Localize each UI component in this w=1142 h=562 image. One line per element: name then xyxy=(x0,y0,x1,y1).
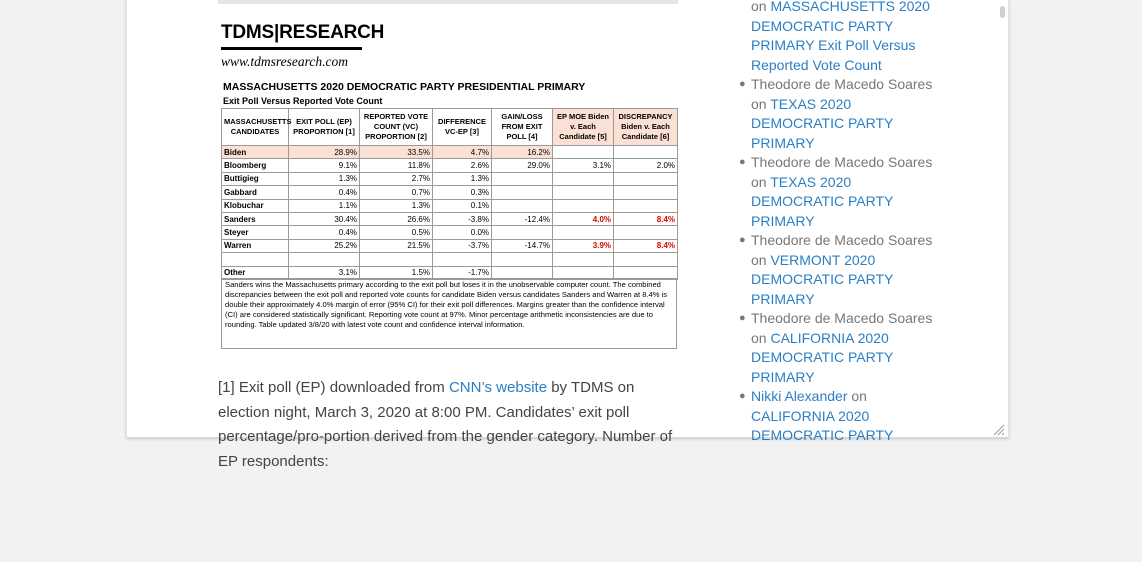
comment-post-link[interactable]: MASSACHUSETTS 2020 DEMOCRATIC PARTY PRIMARY Exit Poll Versus Reported Vote Count xyxy=(751,0,930,73)
table-cell: 0.5% xyxy=(360,226,433,239)
candidate-cell: Steyer xyxy=(222,226,289,239)
comment-on-label: on xyxy=(751,95,771,112)
table-cell xyxy=(492,186,553,199)
table-cell xyxy=(614,186,678,199)
table-row xyxy=(222,172,678,185)
table-cell: -3.7% xyxy=(433,239,492,252)
table-row xyxy=(222,199,678,212)
table-cell: 0.0% xyxy=(433,226,492,239)
table-cell: 29.0% xyxy=(492,159,553,172)
table-cell xyxy=(289,253,360,266)
candidate-cell: Biden xyxy=(222,146,289,159)
table-row xyxy=(222,226,678,239)
candidate-cell: Other xyxy=(222,266,289,279)
table-cell xyxy=(492,199,553,212)
bullet-icon: ● xyxy=(739,234,746,246)
table-cell: 3.1% xyxy=(289,266,360,279)
bullet-icon: ● xyxy=(739,390,746,402)
table-cell xyxy=(553,186,614,199)
table-header-cell: EXIT POLL (EP) PROPORTION [1] xyxy=(289,109,360,146)
table-cell: 2.6% xyxy=(433,159,492,172)
table-cell: 1.3% xyxy=(289,172,360,185)
table-header-cell: DIFFERENCE VC-EP [3] xyxy=(433,109,492,146)
comment-post-link[interactable]: VERMONT 2020 DEMOCRATIC PARTY PRIMARY xyxy=(751,251,894,307)
table-cell: 0.4% xyxy=(289,186,360,199)
table-cell: 25.2% xyxy=(289,239,360,252)
bullet-icon: ● xyxy=(739,312,746,324)
recent-comments-widget xyxy=(739,0,939,446)
table-cell: 26.6% xyxy=(360,212,433,225)
comment-post-link[interactable]: CALIFORNIA 2020 DEMOCRATIC PARTY xyxy=(751,407,894,443)
figure-title: MASSACHUSETTS 2020 DEMOCRATIC PARTY PRESIDENTIAL PRIMARY xyxy=(223,81,586,93)
table-cell xyxy=(553,253,614,266)
table-cell: 0.3% xyxy=(433,186,492,199)
footnote-paragraph xyxy=(218,376,688,474)
comment-on-label: on xyxy=(847,388,867,404)
recent-comment-item xyxy=(739,153,939,231)
results-table xyxy=(221,108,678,280)
table-cell: -12.4% xyxy=(492,212,553,225)
resize-handle-icon[interactable] xyxy=(992,423,1005,436)
table-cell: 4.7% xyxy=(433,146,492,159)
table-header-cell: GAIN/LOSS FROM EXIT POLL [4] xyxy=(492,109,553,146)
table-header-cell: EP MOE Biden v. Each Candidate [5] xyxy=(553,109,614,146)
table-row xyxy=(222,239,678,252)
recent-comment-item xyxy=(739,231,939,309)
comment-on-label: on xyxy=(751,0,771,14)
table-cell: 1.3% xyxy=(433,172,492,185)
table-cell xyxy=(492,172,553,185)
candidate-cell: Sanders xyxy=(222,212,289,225)
candidate-cell: Klobuchar xyxy=(222,199,289,212)
table-row xyxy=(222,146,678,159)
recent-comment-partial xyxy=(739,0,939,75)
comment-post-link[interactable]: TEXAS 2020 DEMOCRATIC PARTY PRIMARY xyxy=(751,173,894,229)
table-cell xyxy=(614,253,678,266)
table-cell: 8.4% xyxy=(614,212,678,225)
table-cell xyxy=(614,172,678,185)
comment-post-link[interactable]: TEXAS 2020 DEMOCRATIC PARTY PRIMARY xyxy=(751,95,894,151)
paragraph-text-end: by TDMS on election night, March 3, 2020 at 8:00 PM. Candidates’ exit poll percentage/pro-portion derived from the gender category. Number of EP respondents: xyxy=(218,379,673,470)
table-cell xyxy=(614,199,678,212)
table-cell: 1.5% xyxy=(360,266,433,279)
table-cell xyxy=(553,146,614,159)
paragraph-text-start: [1] Exit poll (EP) downloaded from xyxy=(218,379,449,396)
table-footnote: Sanders wins the Massachusetts primary according to the exit poll but loses it in the unobservable computer count. The combined discrepancies between the exit poll and reported vote counts for candidate Biden versus candidates Sanders and Warren at 8.4% is double their approximately 4.0% margin of error (95% CI) for their exit poll differences. Margins greater than the confidence interval (CI) are considered statistically significant. Reporting vote count at 97%. Minor percentage arithmetic inconsistencies are due to rounding. Table updated 3/8/20 with latest vote count and confidence interval information. xyxy=(221,278,677,349)
comment-on-label: on xyxy=(751,329,771,346)
image-top-border xyxy=(218,0,678,4)
table-cell xyxy=(614,146,678,159)
table-cell: 0.4% xyxy=(289,226,360,239)
candidate-cell: Warren xyxy=(222,239,289,252)
scrollbar-thumb[interactable] xyxy=(1000,6,1005,18)
content-frame xyxy=(126,0,1009,470)
comment-author[interactable]: Nikki Alexander xyxy=(751,388,848,404)
table-cell: 21.5% xyxy=(360,239,433,252)
table-cell: 33.5% xyxy=(360,146,433,159)
comment-on-label: on xyxy=(751,173,771,190)
table-cell: 9.1% xyxy=(289,159,360,172)
bullet-icon: ● xyxy=(739,156,746,168)
table-row xyxy=(222,186,678,199)
recent-comment-item xyxy=(739,309,939,387)
table-cell xyxy=(360,253,433,266)
table-cell: 30.4% xyxy=(289,212,360,225)
table-row xyxy=(222,159,678,172)
table-cell: -3.8% xyxy=(433,212,492,225)
table-header-row xyxy=(222,109,678,146)
table-cell: 16.2% xyxy=(492,146,553,159)
table-cell: 2.7% xyxy=(360,172,433,185)
table-header-cell: DISCREPANCY Biden v. Each Candidate [6] xyxy=(614,109,678,146)
table-cell: 3.1% xyxy=(553,159,614,172)
table-row xyxy=(222,212,678,225)
table-header-cell: REPORTED VOTE COUNT (VC) PROPORTION [2] xyxy=(360,109,433,146)
candidate-cell: Buttigieg xyxy=(222,172,289,185)
table-cell xyxy=(553,172,614,185)
table-cell xyxy=(492,226,553,239)
table-cell: 11.8% xyxy=(360,159,433,172)
table-cell: 28.9% xyxy=(289,146,360,159)
comment-post-link[interactable]: CALIFORNIA 2020 DEMOCRATIC PARTY PRIMARY xyxy=(751,329,894,385)
comment-author: Theodore de Macedo Soares xyxy=(751,232,933,248)
table-cell: 1.3% xyxy=(360,199,433,212)
table-row xyxy=(222,253,678,266)
table-header-cell: MASSACHUSETTS CANDIDATES xyxy=(222,109,289,146)
table-cell: 2.0% xyxy=(614,159,678,172)
table-cell: -1.7% xyxy=(433,266,492,279)
exit-poll-table-image xyxy=(218,20,678,353)
figure-url: www.tdmsresearch.com xyxy=(221,54,348,69)
candidate-cell: Bloomberg xyxy=(222,159,289,172)
figure-subtitle: Exit Poll Versus Reported Vote Count xyxy=(223,96,383,106)
cnn-website-link[interactable]: CNN’s website xyxy=(448,379,548,396)
table-cell: 0.1% xyxy=(433,199,492,212)
table-cell: 1.1% xyxy=(289,199,360,212)
table-cell: -14.7% xyxy=(492,239,553,252)
comment-author: Theodore de Macedo Soares xyxy=(751,310,933,326)
logo-underline xyxy=(221,47,362,50)
table-cell: 8.4% xyxy=(614,239,678,252)
comment-author: Theodore de Macedo Soares xyxy=(751,154,933,170)
candidate-cell: Gabbard xyxy=(222,186,289,199)
table-cell: 4.0% xyxy=(553,212,614,225)
table-cell: 0.7% xyxy=(360,186,433,199)
comment-on-label: on xyxy=(751,251,771,268)
table-cell xyxy=(433,253,492,266)
recent-comment-item xyxy=(739,75,939,153)
recent-comments-list xyxy=(739,75,939,446)
table-cell xyxy=(614,226,678,239)
recent-comment-item xyxy=(739,387,939,446)
comment-author: Theodore de Macedo Soares xyxy=(751,76,933,92)
tdms-logo: TDMS|RESEARCH xyxy=(221,22,385,43)
table-cell xyxy=(553,199,614,212)
candidate-cell xyxy=(222,253,289,266)
table-cell xyxy=(553,226,614,239)
table-cell xyxy=(492,253,553,266)
bullet-icon: ● xyxy=(739,78,746,90)
table-cell: 3.9% xyxy=(553,239,614,252)
